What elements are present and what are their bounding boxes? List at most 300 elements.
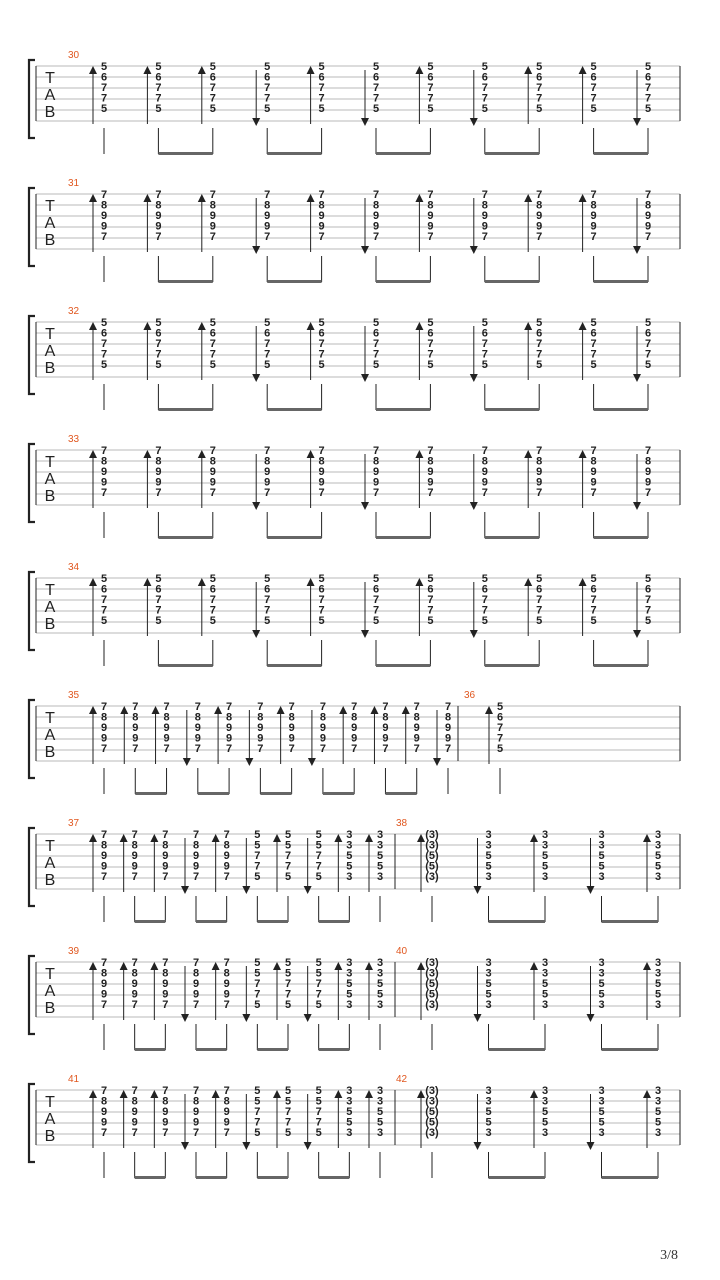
fret-number: 7 — [413, 743, 420, 755]
fret-number: 9 — [372, 210, 380, 222]
strum-down-arrow-icon — [633, 374, 641, 382]
fret-number: 7 — [315, 850, 322, 862]
fret-number: 5 — [481, 615, 488, 627]
fret-number: 7 — [481, 348, 488, 361]
chord — [361, 189, 379, 282]
rhythm-beam — [319, 920, 350, 923]
fret-number: 7 — [318, 348, 325, 361]
chord — [89, 445, 107, 538]
fret-number: 9 — [481, 220, 488, 233]
fret-number: 5 — [481, 61, 488, 73]
fret-number: 7 — [223, 1127, 230, 1139]
strum-up-arrow-icon — [212, 1090, 220, 1098]
fret-number: 8 — [288, 711, 295, 724]
fret-number: 7 — [372, 348, 380, 361]
fret-number: 3 — [541, 1095, 549, 1108]
strum-up-arrow-icon — [89, 322, 97, 330]
fret-number: 9 — [318, 466, 325, 478]
page-number: 3/8 — [660, 1248, 678, 1263]
rhythm-beam — [376, 536, 430, 539]
fret-number: 5 — [100, 615, 108, 627]
chord — [143, 189, 161, 282]
chord — [361, 445, 379, 538]
fret-number: 3 — [654, 871, 662, 883]
strum-up-arrow-icon — [417, 1090, 425, 1098]
fret-number: (3) — [425, 1095, 439, 1108]
fret-number: 3 — [485, 967, 492, 980]
chord — [339, 701, 357, 794]
fret-number: (3) — [425, 829, 439, 841]
fret-number: 7 — [318, 445, 325, 457]
chord — [89, 317, 107, 410]
fret-number: 3 — [346, 967, 353, 980]
rhythm-beam — [489, 1048, 546, 1051]
fret-number: 5 — [254, 957, 261, 969]
fret-number: 5 — [644, 103, 652, 115]
fret-number: 7 — [223, 957, 230, 969]
fret-number: 8 — [536, 199, 543, 212]
fret-number: 9 — [264, 476, 271, 489]
fret-number: 9 — [372, 466, 380, 478]
fret-number: 9 — [194, 722, 201, 734]
fret-number: 8 — [131, 1095, 138, 1108]
fret-number: 9 — [194, 732, 201, 745]
fret-number: 5 — [346, 988, 353, 1001]
fret-number: 9 — [318, 476, 325, 489]
fret-number: 9 — [444, 732, 452, 745]
fret-number: 5 — [485, 978, 492, 990]
fret-number: 3 — [654, 957, 662, 969]
fret-number: 9 — [209, 210, 216, 222]
strum-up-arrow-icon — [143, 322, 151, 330]
fret-number: 7 — [590, 189, 597, 201]
fret-number: (3) — [425, 871, 439, 883]
fret-number: 9 — [427, 466, 434, 478]
fret-number: 9 — [644, 476, 652, 489]
strum-up-arrow-icon — [415, 578, 423, 586]
fret-number: 7 — [131, 1085, 138, 1097]
chord — [198, 445, 216, 538]
fret-number: 5 — [541, 860, 549, 873]
strum-up-arrow-icon — [334, 1090, 342, 1098]
fret-number: 7 — [100, 871, 108, 883]
fret-number: 9 — [226, 722, 233, 734]
strum-up-arrow-icon — [365, 1090, 373, 1098]
fret-number: 7 — [372, 604, 380, 617]
fret-number: 7 — [318, 338, 325, 350]
strum-up-arrow-icon — [334, 962, 342, 970]
fret-number: 5 — [315, 957, 322, 969]
fret-number: 9 — [223, 860, 230, 873]
fret-number: 5 — [427, 61, 434, 73]
chord — [152, 701, 170, 794]
chord — [304, 829, 322, 922]
fret-number: 7 — [226, 701, 233, 713]
strum-up-arrow-icon — [89, 834, 97, 842]
fret-number: 7 — [413, 701, 420, 713]
fret-number: 8 — [223, 967, 230, 980]
fret-number: 6 — [481, 583, 488, 596]
chord — [252, 445, 270, 538]
fret-number: 5 — [541, 978, 549, 990]
fret-number: 7 — [264, 82, 271, 94]
chord — [183, 701, 201, 794]
fret-number: 5 — [427, 317, 434, 329]
chord — [417, 957, 439, 1050]
fret-number: 9 — [257, 732, 264, 745]
strum-down-arrow-icon — [183, 758, 191, 766]
fret-number: 8 — [372, 199, 380, 212]
fret-number: 7 — [254, 860, 261, 873]
fret-number: 8 — [131, 967, 138, 980]
system-bracket — [29, 956, 35, 1034]
fret-number: 3 — [598, 967, 605, 980]
strum-up-arrow-icon — [273, 834, 281, 842]
fret-number: 7 — [100, 92, 108, 105]
rhythm-beam — [485, 280, 539, 283]
fret-number: 7 — [590, 348, 597, 361]
rhythm-beam — [602, 920, 659, 923]
strum-up-arrow-icon — [143, 194, 151, 202]
strum-down-arrow-icon — [242, 886, 250, 894]
fret-number: 9 — [192, 1116, 200, 1129]
fret-number: 3 — [376, 999, 384, 1011]
chord — [307, 317, 325, 410]
fret-number: 5 — [254, 871, 261, 883]
fret-number: 3 — [598, 957, 605, 969]
tab-clef-letter: A — [44, 983, 56, 1000]
chord — [474, 1085, 492, 1178]
fret-number: 7 — [644, 231, 652, 243]
tab-clef-letter: A — [44, 343, 56, 360]
fret-number: 7 — [481, 445, 488, 457]
fret-number: (5) — [425, 978, 439, 990]
fret-number: 5 — [485, 1106, 492, 1118]
strum-down-arrow-icon — [433, 758, 441, 766]
rhythm-beam — [485, 536, 539, 539]
strum-up-arrow-icon — [307, 578, 315, 586]
chord — [643, 957, 661, 1050]
fret-number: 8 — [318, 455, 325, 468]
strum-up-arrow-icon — [150, 962, 158, 970]
chord — [579, 317, 597, 410]
fret-number: 9 — [100, 850, 108, 862]
fret-number: 9 — [264, 466, 271, 478]
strum-up-arrow-icon — [417, 834, 425, 842]
fret-number: 7 — [481, 231, 488, 243]
fret-number: 9 — [536, 220, 543, 233]
fret-number: 9 — [132, 722, 139, 734]
rhythm-beam — [135, 920, 166, 923]
strum-up-arrow-icon — [579, 578, 587, 586]
fret-number: 6 — [209, 71, 216, 84]
fret-number: 7 — [209, 604, 216, 617]
chord — [304, 957, 322, 1050]
fret-number: 5 — [376, 988, 384, 1001]
fret-number: 5 — [318, 573, 325, 585]
fret-number: 6 — [481, 327, 488, 340]
system-bracket — [29, 828, 35, 906]
chord — [579, 189, 597, 282]
fret-number: 7 — [100, 701, 108, 713]
strum-down-arrow-icon — [308, 758, 316, 766]
strum-up-arrow-icon — [89, 66, 97, 74]
staff-system — [29, 50, 680, 155]
fret-number: 8 — [372, 455, 380, 468]
tab-clef-letter: T — [45, 198, 55, 215]
system-bracket — [29, 188, 35, 266]
chord — [334, 1085, 352, 1178]
fret-number: 7 — [254, 1106, 261, 1118]
strum-down-arrow-icon — [361, 630, 369, 638]
fret-number: 8 — [382, 711, 389, 724]
fret-number: 8 — [226, 711, 233, 724]
chord — [212, 957, 230, 1050]
rhythm-beam — [267, 664, 321, 667]
strum-up-arrow-icon — [415, 322, 423, 330]
measure-number: 30 — [68, 50, 80, 61]
strum-down-arrow-icon — [470, 374, 478, 382]
chord — [633, 317, 651, 410]
fret-number: 8 — [644, 199, 652, 212]
fret-number: 8 — [192, 839, 200, 852]
fret-number: 5 — [155, 61, 162, 73]
fret-number: 7 — [315, 1106, 322, 1118]
chord — [181, 957, 199, 1050]
strum-up-arrow-icon — [143, 450, 151, 458]
fret-number: 5 — [654, 1116, 662, 1129]
strum-down-arrow-icon — [633, 502, 641, 510]
fret-number: (3) — [425, 957, 439, 969]
chord — [361, 573, 379, 666]
tab-clef-letter: B — [44, 1128, 56, 1145]
fret-number: 3 — [598, 839, 605, 852]
fret-number: 7 — [351, 701, 358, 713]
fret-number: 5 — [536, 359, 543, 371]
chord — [530, 829, 548, 922]
fret-number: 6 — [318, 71, 325, 84]
strum-up-arrow-icon — [307, 194, 315, 202]
fret-number: 9 — [382, 732, 389, 745]
fret-number: 5 — [254, 1127, 261, 1139]
fret-number: 5 — [318, 359, 325, 371]
fret-number: 7 — [192, 829, 200, 841]
staff-system — [29, 306, 680, 411]
fret-number: 7 — [131, 957, 138, 969]
fret-number: 7 — [264, 604, 271, 617]
fret-number: 5 — [536, 317, 543, 329]
fret-number: 9 — [100, 860, 108, 873]
tab-clef-letter: B — [44, 360, 56, 377]
fret-number: 5 — [318, 317, 325, 329]
fret-number: 9 — [481, 466, 488, 478]
fret-number: 5 — [284, 1127, 292, 1139]
chord — [470, 317, 488, 410]
fret-number: 8 — [209, 455, 216, 468]
fret-number: 9 — [131, 1106, 138, 1118]
rhythm-beam — [135, 792, 166, 795]
fret-number: 5 — [485, 850, 492, 862]
chord — [245, 701, 263, 794]
chord — [433, 701, 451, 794]
fret-number: 7 — [372, 189, 380, 201]
fret-number: 5 — [155, 573, 162, 585]
strum-down-arrow-icon — [252, 118, 260, 126]
chord — [212, 1085, 230, 1178]
fret-number: (3) — [425, 1127, 439, 1139]
fret-number: 7 — [427, 92, 434, 105]
strum-down-arrow-icon — [361, 502, 369, 510]
fret-number: 5 — [427, 103, 434, 115]
fret-number: 7 — [536, 445, 543, 457]
strum-up-arrow-icon — [643, 962, 651, 970]
fret-number: 7 — [223, 829, 230, 841]
fret-number: 5 — [427, 615, 434, 627]
fret-number: 9 — [413, 732, 420, 745]
fret-number: 3 — [541, 967, 549, 980]
fret-number: 9 — [644, 210, 652, 222]
fret-number: 5 — [264, 573, 271, 585]
measure-number: 35 — [68, 690, 80, 701]
fret-number: 9 — [162, 988, 169, 1001]
fret-number: (3) — [425, 1085, 439, 1097]
fret-number: 3 — [376, 829, 384, 841]
fret-number: 6 — [590, 583, 597, 596]
fret-number: 8 — [319, 711, 326, 724]
fret-number: 6 — [427, 71, 434, 84]
fret-number: 3 — [541, 839, 549, 852]
fret-number: 3 — [654, 1127, 662, 1139]
strum-down-arrow-icon — [470, 630, 478, 638]
fret-number: 5 — [315, 839, 322, 852]
rhythm-beam — [260, 792, 291, 795]
fret-number: 7 — [319, 743, 326, 755]
fret-number: 3 — [346, 1085, 353, 1097]
fret-number: 7 — [155, 338, 162, 350]
fret-number: 5 — [598, 988, 605, 1001]
fret-number: 3 — [485, 957, 492, 969]
fret-number: 6 — [318, 583, 325, 596]
tab-clef-letter: B — [44, 1000, 56, 1017]
chord — [143, 573, 161, 666]
staff-system — [29, 178, 680, 283]
fret-number: 5 — [155, 615, 162, 627]
fret-number: 6 — [318, 327, 325, 340]
chord — [365, 957, 383, 1050]
fret-number: 8 — [223, 1095, 230, 1108]
chord — [143, 61, 161, 154]
fret-number: 7 — [536, 594, 543, 606]
fret-number: 7 — [427, 594, 434, 606]
measure-number: 34 — [68, 562, 80, 573]
fret-number: 9 — [192, 1106, 200, 1118]
fret-number: 9 — [192, 978, 200, 990]
chord — [307, 445, 325, 538]
chord — [252, 573, 270, 666]
fret-number: 5 — [496, 743, 504, 755]
fret-number: 5 — [100, 61, 108, 73]
chord — [579, 61, 597, 154]
fret-number: 6 — [536, 327, 543, 340]
fret-number: 7 — [481, 338, 488, 350]
fret-number: 7 — [100, 231, 108, 243]
fret-number: 7 — [257, 701, 264, 713]
fret-number: 3 — [598, 871, 605, 883]
fret-number: 6 — [100, 583, 108, 596]
fret-number: 7 — [209, 487, 216, 499]
fret-number: 5 — [376, 1106, 384, 1118]
fret-number: 9 — [209, 466, 216, 478]
system-bracket — [29, 444, 35, 522]
fret-number: 7 — [209, 348, 216, 361]
chord — [242, 1085, 260, 1178]
fret-number: 7 — [644, 92, 652, 105]
fret-number: 9 — [644, 220, 652, 233]
fret-number: 5 — [481, 103, 488, 115]
rhythm-beam — [376, 280, 430, 283]
strum-up-arrow-icon — [273, 1090, 281, 1098]
strum-down-arrow-icon — [587, 886, 595, 894]
fret-number: 3 — [598, 1095, 605, 1108]
tab-clef-letter: T — [45, 1094, 55, 1111]
fret-number: 8 — [351, 711, 358, 724]
strum-down-arrow-icon — [252, 246, 260, 254]
strum-up-arrow-icon — [277, 706, 285, 714]
strum-down-arrow-icon — [587, 1014, 595, 1022]
fret-number: 8 — [264, 455, 271, 468]
fret-number: 5 — [284, 999, 292, 1011]
strum-up-arrow-icon — [143, 66, 151, 74]
fret-number: (5) — [425, 988, 439, 1001]
chord — [524, 317, 542, 410]
fret-number: 5 — [372, 61, 380, 73]
fret-number: 5 — [654, 850, 662, 862]
chord — [402, 701, 420, 794]
fret-number: 9 — [163, 732, 170, 745]
fret-number: 5 — [284, 839, 292, 852]
strum-up-arrow-icon — [415, 194, 423, 202]
fret-number: 9 — [427, 210, 434, 222]
rhythm-beam — [196, 1176, 227, 1179]
fret-number: 7 — [100, 445, 108, 457]
fret-number: 6 — [536, 71, 543, 84]
fret-number: 9 — [427, 220, 434, 233]
fret-number: 5 — [644, 615, 652, 627]
fret-number: 8 — [536, 455, 543, 468]
rhythm-beam — [198, 792, 229, 795]
fret-number: 5 — [598, 1106, 605, 1118]
strum-up-arrow-icon — [365, 962, 373, 970]
fret-number: 7 — [194, 743, 201, 755]
strum-down-arrow-icon — [470, 246, 478, 254]
strum-up-arrow-icon — [120, 834, 128, 842]
chord — [307, 189, 325, 282]
fret-number: 6 — [590, 71, 597, 84]
fret-number: 7 — [162, 999, 169, 1011]
fret-number: 7 — [590, 338, 597, 350]
fret-number: 7 — [100, 82, 108, 94]
chord — [417, 1085, 439, 1178]
rhythm-beam — [158, 536, 212, 539]
fret-number: 7 — [162, 957, 169, 969]
fret-number: 9 — [100, 466, 108, 478]
fret-number: 7 — [155, 445, 162, 457]
fret-number: 5 — [654, 860, 662, 873]
fret-number: 5 — [376, 978, 384, 990]
staff-system — [29, 562, 680, 667]
fret-number: 6 — [427, 583, 434, 596]
chord — [252, 317, 270, 410]
